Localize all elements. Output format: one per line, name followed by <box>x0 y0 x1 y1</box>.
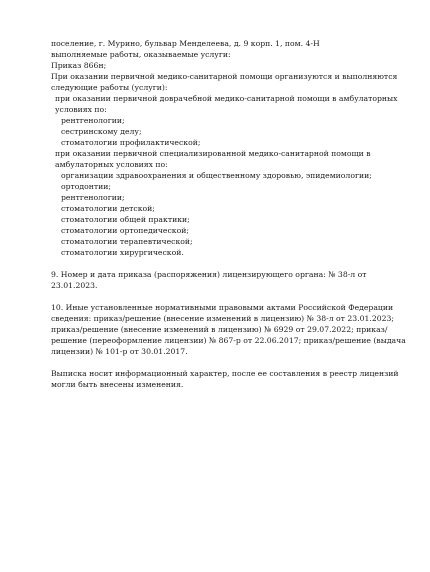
section-10: 10. Иные установленные нормативными правовыми актами Российской Федерации сведения: приказ/решение (внесение изменений в лицензию) № 38-л от 23.01.2023; приказ/решение (внесение изменений в лицензию) № 6929 от 29.07.2022; приказ/решение (переоформление лицензии) № 867-р от 22.06.2017; приказ/решение (выдача лицензии) № 101-р от 30.01.2017. <box>51 303 406 356</box>
spacer <box>51 291 411 302</box>
group2-item: стоматологии общей практики; <box>61 215 190 224</box>
group2-item: стоматологии хирургической. <box>61 248 184 257</box>
document-body <box>51 38 411 390</box>
group1-item: сестринскому делу; <box>61 127 142 136</box>
group2-item: рентгенологии; <box>61 193 125 202</box>
works-services-label: выполняемые работы, оказываемые услуги: <box>51 50 231 59</box>
group2-item: ортодонтии; <box>61 182 112 191</box>
group2-item: стоматологии терапевтической; <box>61 237 193 246</box>
group1-item: рентгенологии; <box>61 116 125 125</box>
section-9: 9. Номер и дата приказа (распоряжения) лицензирующего органа: № 38-л от 23.01.2023. <box>51 270 367 290</box>
group1-item: стоматологии профилактической; <box>61 138 201 147</box>
group2-item: стоматологии ортопедической; <box>61 226 189 235</box>
group2-item: организации здравоохранения и общественному здоровью, эпидемиологии; <box>61 171 372 180</box>
intro-paragraph: При оказании первичной медико-санитарной помощи организуются и выполняются следующие работы (услуги): <box>51 72 398 92</box>
group2-heading: при оказании первичной специализированной медико-санитарной помощи в амбулаторных условиях по: <box>55 149 371 169</box>
spacer <box>51 357 411 368</box>
group2-item: стоматологии детской; <box>61 204 155 213</box>
disclaimer: Выписка носит информационный характер, после ее составления в реестр лицензий могли быть внесены изменения. <box>51 369 399 389</box>
group1-heading: при оказании первичной доврачебной медико-санитарной помощи в амбулаторных условиях по: <box>55 94 398 114</box>
address-line: поселение, г. Мурино, бульвар Менделеева, д. 9 корп. 1, пом. 4-Н <box>51 39 320 48</box>
order-reference: Приказ 866н; <box>51 61 107 70</box>
spacer <box>51 258 411 269</box>
